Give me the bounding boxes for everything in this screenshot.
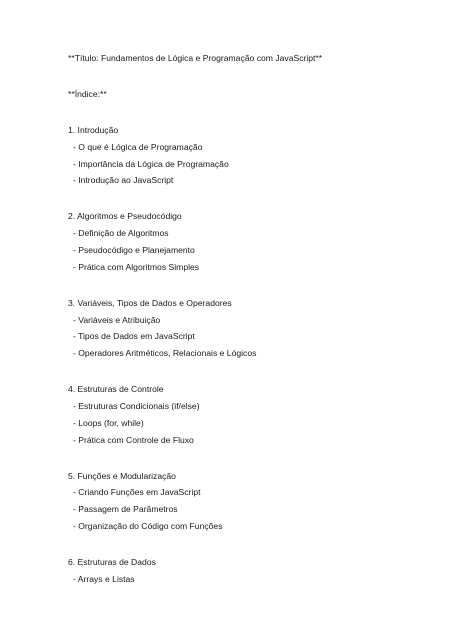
section-item: - Operadores Aritméticos, Relacionais e Lógicos — [73, 348, 257, 359]
section-5 — [68, 471, 448, 532]
document-title: **Título: Fundamentos de Lógica e Programação com JavaScript** — [68, 53, 323, 63]
section-item: - Pseudocódigo e Planejamento — [73, 244, 195, 255]
section-2 — [68, 211, 448, 272]
section-3 — [68, 298, 448, 359]
section-heading: 4. Estruturas de Controle — [68, 384, 164, 395]
index-label: **Índice:** — [68, 89, 107, 99]
section-heading: 1. Introdução — [68, 125, 119, 135]
section-item: - Loops (for, while) — [73, 417, 144, 428]
section-item: - Introdução ao JavaScript — [73, 175, 174, 186]
section-heading: 2. Algoritmos e Pseudocódigo — [68, 211, 182, 222]
section-4 — [68, 384, 448, 445]
section-item: - Passagem de Parâmetros — [73, 504, 178, 515]
section-item: - Estruturas Condicionais (if/else) — [73, 400, 200, 411]
section-item: - Criando Funções em JavaScript — [73, 487, 201, 498]
section-heading: 3. Variáveis, Tipos de Dados e Operadores — [68, 297, 232, 308]
section-item: - Importância da Lógica de Programação — [73, 158, 229, 169]
document-body — [68, 53, 448, 591]
section-item: - Prática com Algoritmos Simples — [73, 261, 200, 272]
section-item: - Variáveis e Atribuição — [73, 314, 161, 325]
section-item: - Organização do Código com Funções — [73, 520, 223, 531]
section-heading: 5. Funções e Modularização — [68, 470, 176, 481]
section-item: - Tipos de Dados em JavaScript — [73, 331, 195, 342]
section-item: - O que é Lógica de Programação — [73, 141, 203, 152]
section-item: - Definição de Algoritmos — [73, 228, 169, 239]
section-1 — [68, 125, 448, 186]
section-heading: 6. Estruturas de Dados — [68, 556, 156, 567]
section-item: - Arrays e Listas — [73, 573, 135, 584]
section-6 — [68, 557, 448, 585]
section-item: - Prática com Controle de Fluxo — [73, 434, 194, 445]
